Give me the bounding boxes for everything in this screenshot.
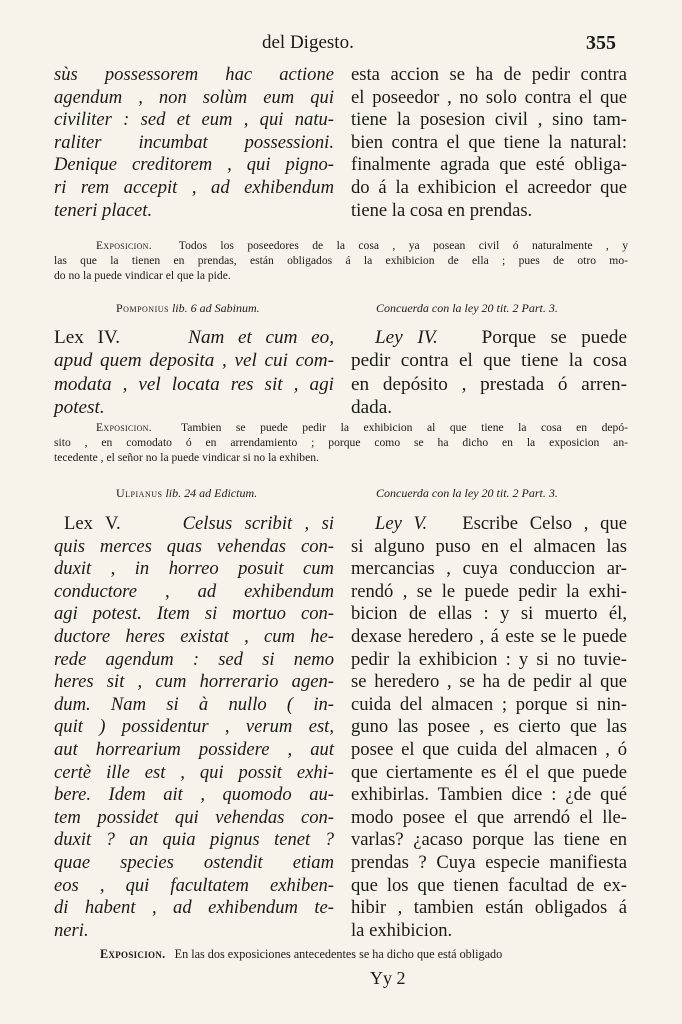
spanish-line: cuida del almacen ; porque si nin- bbox=[351, 693, 627, 715]
latin-line: quis merces quas vehendas con- bbox=[54, 535, 334, 557]
latin-line: quae species ostendit etiam bbox=[54, 851, 334, 873]
spanish-column-block2 bbox=[351, 326, 627, 420]
exposicion-text: las que la tienen en prendas, están obligados á la exhibicion de ella ; pues de otro mo- bbox=[54, 254, 628, 268]
exposicion-text: En las dos exposiciones antecedentes se ha dicho que está obligado bbox=[174, 947, 503, 961]
spanish-line: modo posee el que arrendó el lle- bbox=[351, 806, 627, 828]
source-author: Ulpianus bbox=[116, 486, 163, 500]
latin-line: eos , qui facultatem exhiben- bbox=[54, 874, 334, 896]
spanish-line: dexase heredero , á este se le puede bbox=[351, 625, 627, 647]
source-citation-right bbox=[376, 486, 558, 501]
latin-line: neri. bbox=[54, 919, 89, 941]
latin-line: agi potest. Item si mortuo con- bbox=[54, 603, 334, 625]
latin-line: certè ille est , qui possit exhi- bbox=[54, 761, 334, 783]
source-author: Pomponius bbox=[116, 301, 169, 315]
spanish-line: el poseedor , no solo contra el que bbox=[351, 86, 627, 108]
spanish-line: bicion de ellas : y si muerto él, bbox=[351, 603, 627, 625]
exposicion-text: sito , en comodato ó en arrendamiento ; porque como se ha dicho en la exposicion an- bbox=[54, 436, 628, 450]
spanish-line: do á la exhibicion el acreedor que bbox=[351, 176, 627, 198]
spanish-line: tiene la posesion civil , sino tam- bbox=[351, 109, 627, 131]
spanish-line: varlas? ¿acaso porque las tiene en bbox=[351, 829, 627, 851]
spanish-line: tiene la cosa en prendas. bbox=[351, 199, 533, 221]
latin-line: Denique creditorem , qui pigno- bbox=[54, 154, 334, 176]
spanish-line: pedir contra el que tiene la cosa bbox=[351, 350, 627, 372]
spanish-line: rendó , se le puede pedir la exhi- bbox=[351, 580, 627, 602]
source-citation-left bbox=[116, 301, 260, 316]
latin-line: tem possidet qui vehendas con- bbox=[54, 806, 334, 828]
spanish-line: que los que tienen facultad de ex- bbox=[351, 874, 627, 896]
concordance-reference: Concuerda con la ley 20 tit. 2 Part. 3. bbox=[376, 301, 558, 315]
ley-label: Ley V. bbox=[375, 513, 428, 534]
spanish-column-block1 bbox=[351, 64, 627, 222]
latin-column-block1 bbox=[54, 64, 334, 222]
spanish-line: en depósito , prestada ó arren- bbox=[351, 373, 627, 395]
exposicion-block2 bbox=[54, 420, 628, 466]
latin-line: potest. bbox=[54, 397, 105, 419]
source-citation-right bbox=[376, 301, 558, 316]
exposicion-text: Todos los poseedores de la cosa , ya posean civil ó naturalmente , y bbox=[178, 239, 628, 252]
spanish-line: pedir la exhibicion : y si no tuvie- bbox=[351, 648, 627, 670]
latin-line: civiliter : sed et eum , qui natu- bbox=[54, 109, 334, 131]
latin-line: teneri placet. bbox=[54, 199, 153, 221]
exposicion-text: Tambien se puede pedir la exhibicion al que tiene la cosa en depó- bbox=[181, 421, 629, 434]
exposicion-label: Exposicion. bbox=[100, 947, 166, 961]
exposicion-text: do no la puede vindicar el que la pide. bbox=[54, 269, 231, 283]
latin-line: rede agendum : sed si nemo bbox=[54, 648, 334, 670]
latin-line: dum. Nam si à nullo ( in- bbox=[54, 693, 334, 715]
latin-line: duxit , in horreo posuit cum bbox=[54, 558, 334, 580]
spanish-line: la exhibicion. bbox=[351, 919, 453, 941]
exposicion-block1 bbox=[54, 238, 628, 284]
latin-line: agendum , non solùm eum qui bbox=[54, 86, 334, 108]
spanish-line: hibir , tambien están obligados á bbox=[351, 897, 627, 919]
page-number: 355 bbox=[586, 32, 616, 54]
spanish-column-block3 bbox=[351, 513, 627, 942]
latin-line: duxit ? an quia pignus tenet ? bbox=[54, 829, 334, 851]
lex-label: Lex V. bbox=[64, 513, 121, 534]
spanish-line: que ciertamente es él el que puede bbox=[351, 761, 627, 783]
latin-line: sùs possessorem hac actione bbox=[54, 64, 334, 85]
latin-line: Nam et cum eo, bbox=[188, 327, 334, 348]
latin-line: quit ) possidentur , verum est, bbox=[54, 716, 334, 738]
latin-column-block3 bbox=[54, 513, 334, 942]
spanish-line: dada. bbox=[351, 397, 393, 419]
lex-label: Lex IV. bbox=[54, 327, 121, 348]
source-citation-left bbox=[116, 486, 257, 501]
spanish-line: bien contra el que tiene la natural: bbox=[351, 131, 627, 153]
latin-line: ductore heres existat , cum he- bbox=[54, 625, 334, 647]
spanish-line: mercancias , cuya conduccion ar- bbox=[351, 558, 627, 580]
latin-line: apud quem deposita , vel cui com- bbox=[54, 350, 334, 372]
exposicion-label: Exposicion. bbox=[96, 421, 152, 434]
latin-line: heres sit , cum horrerario agen- bbox=[54, 671, 334, 693]
exposicion-label: Exposicion. bbox=[96, 239, 152, 252]
source-reference: lib. 6 ad Sabinum. bbox=[171, 301, 260, 315]
latin-line: bere. Idem ait , quomodo au- bbox=[54, 784, 334, 806]
exposicion-text: tecedente , el señor no la puede vindicar si no la exhiben. bbox=[54, 451, 319, 465]
spanish-line: finalmente agrada que esté obliga- bbox=[351, 154, 627, 176]
spanish-line: exhibirlas. Tambien dice : ¿de qué bbox=[351, 784, 627, 806]
latin-line: aut horrearium possidere , aut bbox=[54, 738, 334, 760]
latin-line: modata , vel locata res sit , agi bbox=[54, 373, 334, 395]
spanish-line: posee el que cuida del almacen , ó bbox=[351, 738, 627, 760]
spanish-line: guno las posee , es cierto que las bbox=[351, 716, 627, 738]
spanish-line: si alguno puso en el almacen las bbox=[351, 535, 627, 557]
running-title: del Digesto. bbox=[262, 32, 354, 53]
spanish-line: prendas ? Cuya especie manifiesta bbox=[351, 851, 627, 873]
ley-label: Ley IV. bbox=[375, 327, 438, 348]
latin-line: ri rem accepit , ad exhibendum bbox=[54, 176, 334, 198]
spanish-line: Porque se puede bbox=[481, 327, 628, 348]
source-reference: lib. 24 ad Edictum. bbox=[165, 486, 258, 500]
spanish-line: se heredero , se ha de pedir al que bbox=[351, 671, 627, 693]
latin-line: di habent , ad exhibendum te- bbox=[54, 897, 334, 919]
page-header bbox=[0, 32, 682, 56]
exposicion-footer bbox=[100, 947, 628, 962]
latin-line: raliter incumbat possessioni. bbox=[54, 131, 334, 153]
latin-line: Celsus scribit , si bbox=[182, 513, 334, 534]
latin-line: conductore , ad exhibendum bbox=[54, 580, 334, 602]
concordance-reference: Concuerda con la ley 20 tit. 2 Part. 3. bbox=[376, 486, 558, 500]
spanish-line: esta accion se ha de pedir contra bbox=[351, 64, 627, 85]
spanish-line: Escribe Celso , que bbox=[462, 513, 627, 534]
latin-column-block2 bbox=[54, 326, 334, 420]
signature-mark: Yy 2 bbox=[370, 968, 406, 988]
